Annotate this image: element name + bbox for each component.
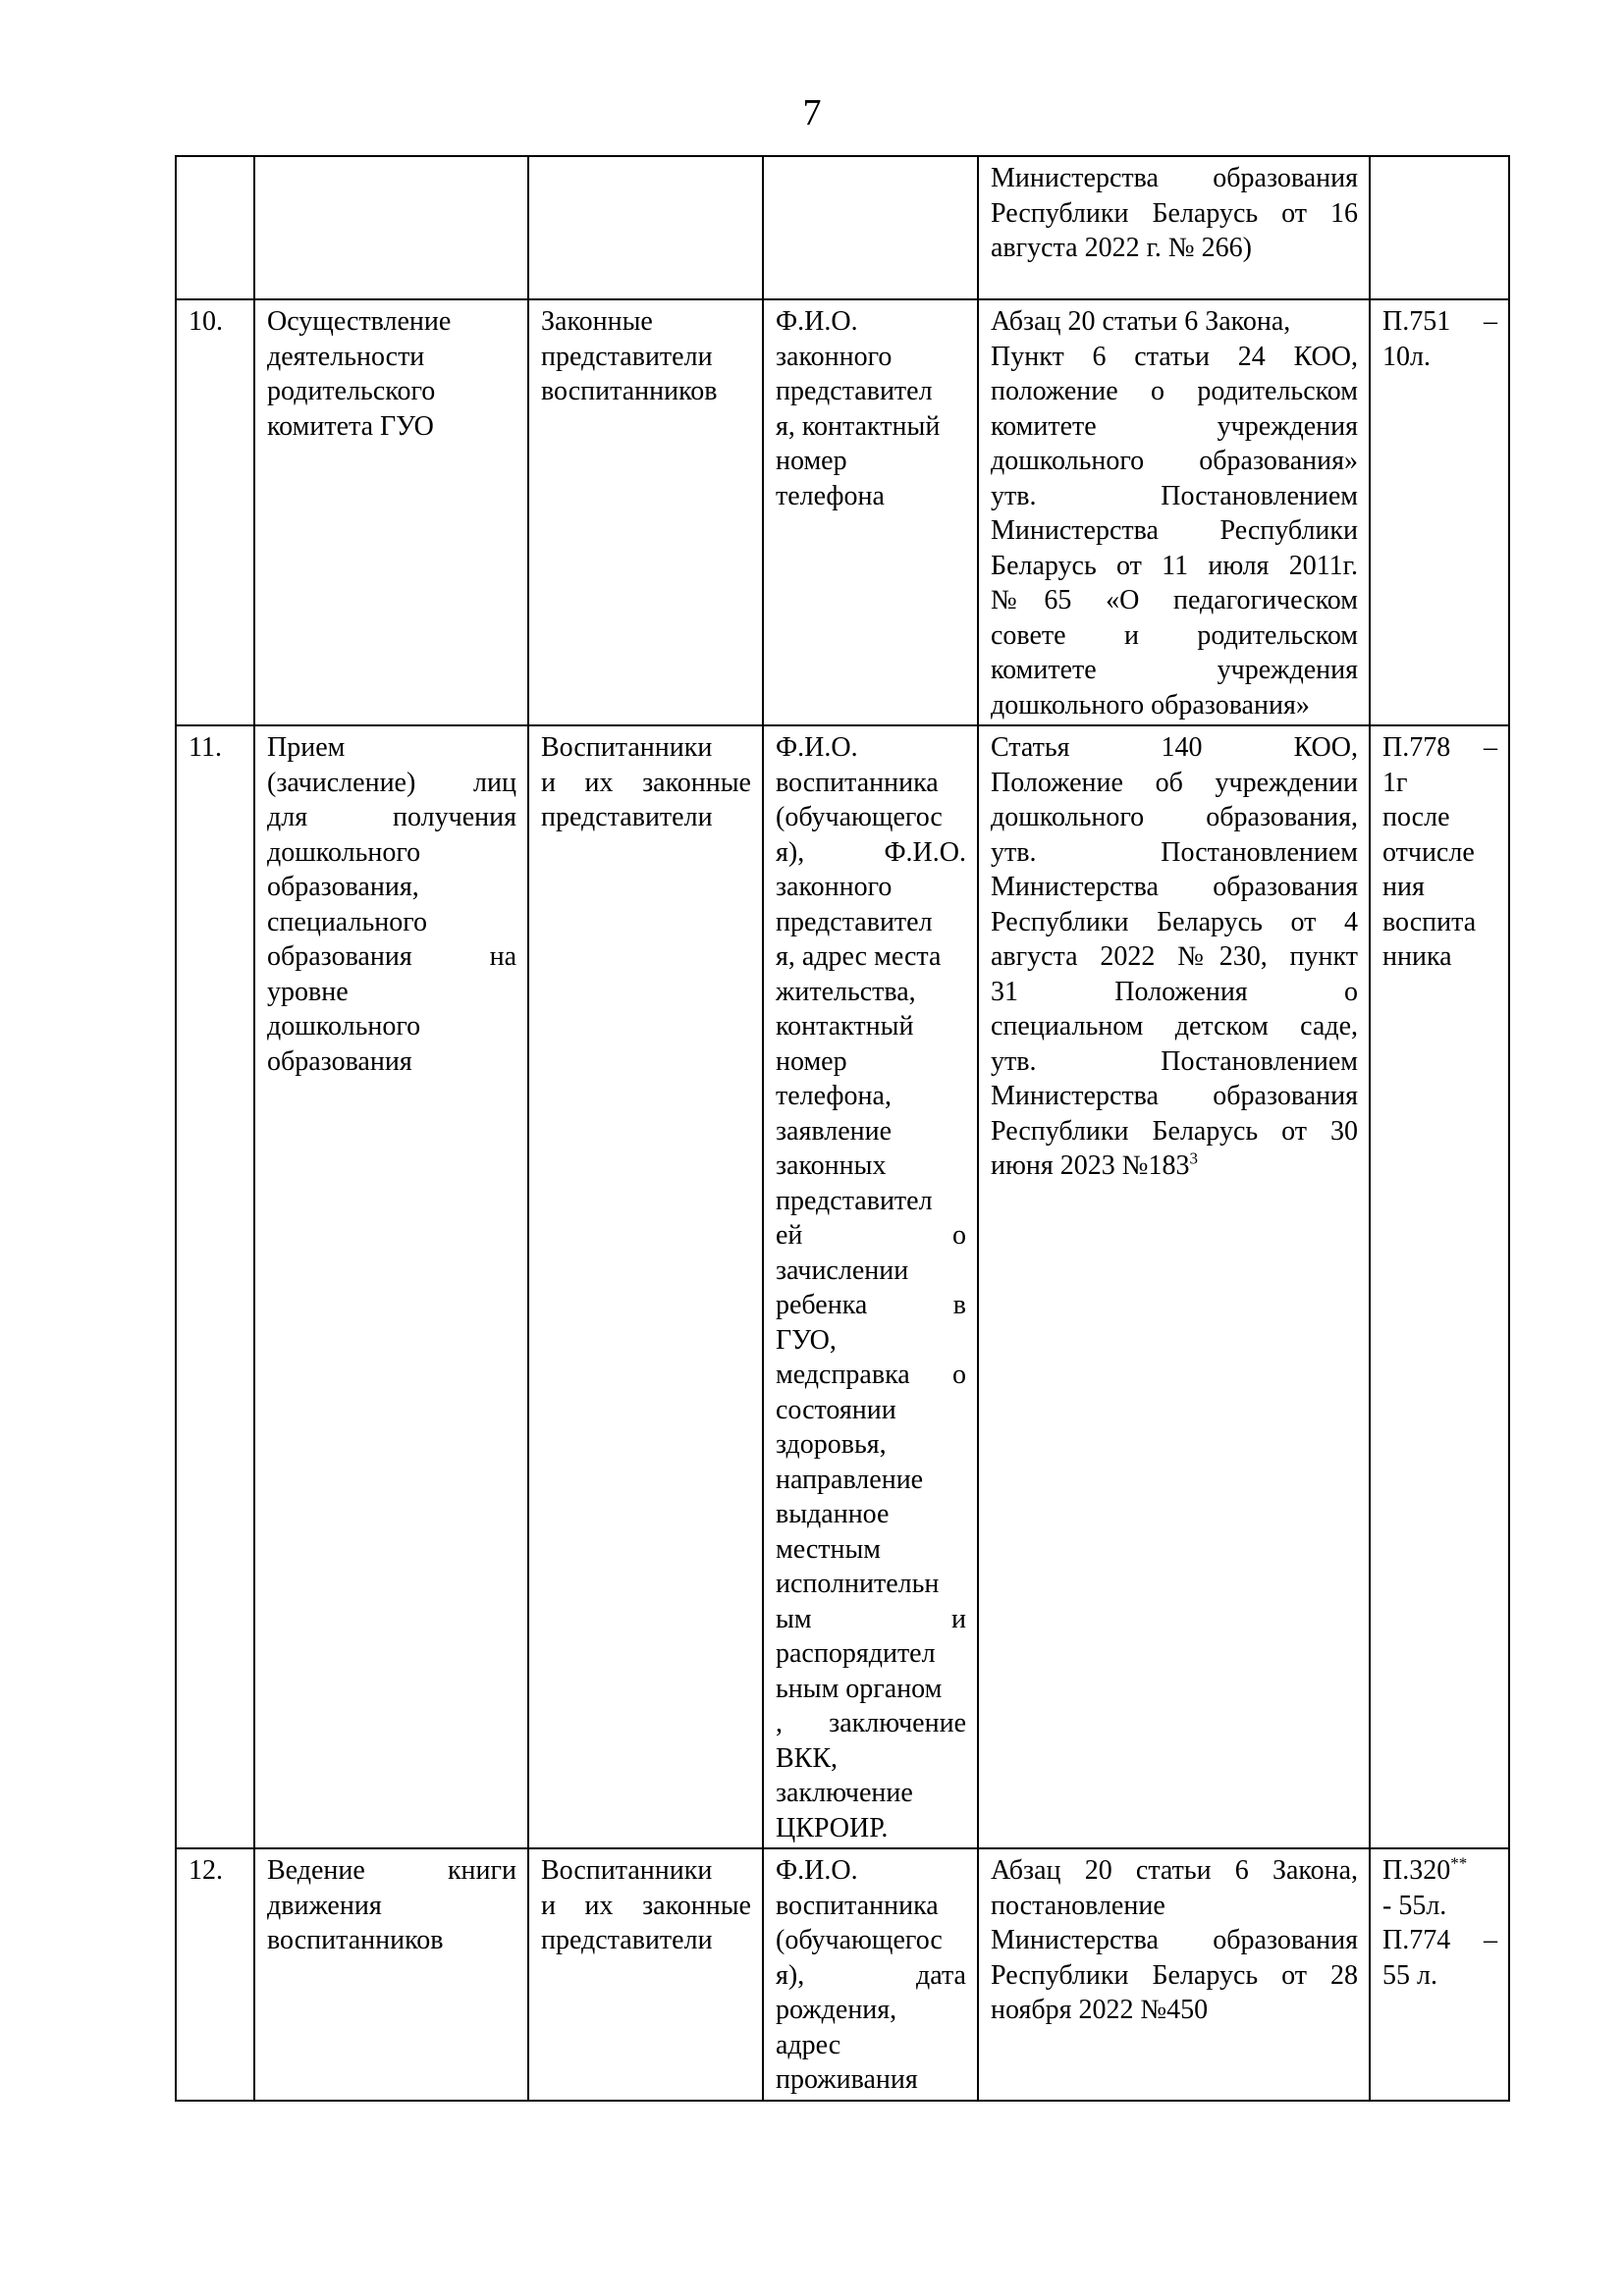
cell-line: воспитанников	[541, 376, 718, 406]
cell-line: распорядител	[776, 1638, 936, 1669]
cell-line: утв. Постановлением	[991, 1045, 1358, 1077]
cell-line: , заключение	[776, 1708, 966, 1738]
cell-line: Абзац 20 статьи 6 Закона,	[991, 1855, 1358, 1886]
legal-basis-cell	[978, 299, 1370, 725]
cell-line: Республики Беларусь от 30	[991, 1115, 1358, 1147]
cell-line: ребенка в	[776, 1290, 966, 1320]
subjects-cell	[528, 156, 763, 299]
retention-term-cell	[1370, 1848, 1509, 2101]
cell-line: законных	[776, 1150, 887, 1181]
cell-line: дошкольного образования»	[991, 689, 1310, 721]
table-row	[176, 1848, 1509, 2101]
cell-line: отчисле	[1382, 836, 1475, 868]
cell-line: ВКК,	[776, 1742, 839, 1774]
cell-line: Ведение книги	[267, 1855, 516, 1886]
data-processing-table	[175, 155, 1510, 2102]
retention-term-cell	[1370, 299, 1509, 725]
cell-line: образования,	[267, 872, 419, 902]
legal-basis-cell	[978, 156, 1370, 299]
cell-line: 1г	[1382, 767, 1408, 798]
cell-line: (зачисление) лиц	[267, 767, 516, 798]
cell-line: 10л.	[1382, 341, 1431, 372]
subjects-cell	[528, 1848, 763, 2101]
cell-line: представители	[541, 802, 713, 832]
cell-line: специального	[267, 906, 427, 937]
cell-line: представители	[541, 1925, 713, 1955]
cell-line: 55 л.	[1382, 1959, 1437, 1991]
cell-line: ьным органом	[776, 1673, 943, 1704]
cell-line: дошкольного образования,	[991, 802, 1358, 832]
activity-cell	[254, 156, 528, 299]
row-number-cell: 12.	[176, 1848, 254, 2101]
cell-line: законного	[776, 872, 893, 902]
cell-line: медсправка о	[776, 1360, 966, 1390]
personal-data-cell	[763, 156, 978, 299]
personal-data-cell	[763, 1848, 978, 2101]
cell-line: Министерства образования	[991, 163, 1358, 193]
cell-line: заключение	[776, 1778, 913, 1808]
cell-line: Республики Беларусь от 16	[991, 197, 1358, 229]
personal-data-cell	[763, 299, 978, 725]
cell-line: воспитанников	[267, 1925, 444, 1955]
cell-line: ния	[1382, 872, 1425, 902]
cell-line: Республики Беларусь от 4	[991, 906, 1358, 937]
row-number-cell: 11.	[176, 725, 254, 1848]
cell-line: образования	[267, 1045, 412, 1077]
cell-line: (обучающегос	[776, 802, 943, 832]
cell-line: адрес	[776, 2029, 841, 2060]
cell-line: июня 2023 $№183^3$	[991, 1148, 1198, 1181]
cell-line: я, адрес места	[776, 941, 942, 972]
cell-line: законного	[776, 341, 893, 372]
cell-line: воспита	[1382, 906, 1477, 937]
cell-line: дошкольного	[267, 836, 421, 868]
cell-line: августа 2022 №230, пункт	[991, 941, 1358, 972]
cell-line: для получения	[267, 802, 516, 832]
cell-line: Республики Беларусь от 28	[991, 1959, 1358, 1991]
cell-line: и их законные	[541, 767, 751, 798]
cell-line: 31 Положения о	[991, 976, 1358, 1007]
cell-line: совете и родительском	[991, 619, 1358, 651]
activity-cell	[254, 1848, 528, 2101]
cell-line: дошкольного	[267, 1011, 421, 1041]
activity-cell	[254, 725, 528, 1848]
cell-line: воспитанника	[776, 767, 939, 798]
cell-line: - 55л.	[1382, 1890, 1447, 1921]
cell-line: Статья 140 КОО,	[991, 732, 1358, 763]
cell-line: Министерства образования	[991, 872, 1358, 902]
cell-line: рождения,	[776, 1995, 897, 2025]
table-row	[176, 299, 1509, 725]
cell-line: Беларусь от 11 июля 2011г.	[991, 550, 1358, 581]
cell-line: положение о родительском	[991, 376, 1358, 406]
cell-line: образования на	[267, 941, 516, 972]
cell-line: Воспитанники	[541, 732, 713, 763]
cell-line: Ф.И.О.	[776, 306, 858, 337]
cell-line: воспитанника	[776, 1890, 939, 1921]
table-row	[176, 725, 1509, 1848]
cell-line: Воспитанники	[541, 1855, 713, 1886]
footnote-marker: 3	[1189, 1148, 1198, 1168]
cell-line: №65 «О педагогическом	[991, 585, 1358, 615]
cell-line: утв. Постановлением	[991, 480, 1358, 511]
cell-line: специальном детском саде,	[991, 1011, 1358, 1041]
cell-line: нника	[1382, 941, 1452, 972]
cell-line: я), дата	[776, 1959, 966, 1991]
footnote-marker: **	[1450, 1853, 1468, 1873]
cell-line: августа 2022 г. № 266)	[991, 233, 1252, 263]
cell-line: выданное	[776, 1499, 890, 1529]
cell-line: исполнительн	[776, 1569, 940, 1599]
cell-line: комитета ГУО	[267, 410, 434, 442]
cell-line: здоровья,	[776, 1429, 887, 1460]
cell-line: комитете учреждения	[991, 655, 1358, 685]
cell-line: представител	[776, 376, 933, 406]
activity-cell	[254, 299, 528, 725]
cell-line: ГУО,	[776, 1324, 837, 1356]
cell-line: Положение об учреждении	[991, 767, 1358, 798]
cell-line: комитете учреждения	[991, 410, 1358, 442]
cell-line: контактный	[776, 1011, 914, 1041]
cell-line: представител	[776, 1185, 933, 1216]
retention-term-cell	[1370, 725, 1509, 1848]
legal-basis-cell	[978, 725, 1370, 1848]
cell-line: движения	[267, 1890, 382, 1921]
cell-line: П.774 –	[1382, 1925, 1497, 1955]
cell-line: Осуществление	[267, 306, 452, 337]
cell-line: жительства,	[776, 976, 916, 1007]
cell-line: Министерства образования	[991, 1925, 1358, 1955]
cell-line: после	[1382, 802, 1450, 832]
cell-line: зачислении	[776, 1255, 909, 1286]
cell-line: П.751 –	[1382, 306, 1497, 337]
cell-line: состоянии	[776, 1394, 896, 1425]
cell-line: представител	[776, 906, 933, 937]
cell-line: деятельности	[267, 341, 425, 372]
cell-line: ым и	[776, 1603, 966, 1634]
cell-line: Ф.И.О.	[776, 1855, 858, 1886]
row-number-cell: 10.	[176, 299, 254, 725]
cell-line: Министерства Республики	[991, 515, 1358, 546]
cell-line: телефона,	[776, 1081, 892, 1111]
cell-line: Абзац 20 статьи 6 Закона,	[991, 306, 1291, 337]
cell-line: направление	[776, 1464, 924, 1495]
cell-line: родительского	[267, 376, 436, 406]
subjects-cell	[528, 299, 763, 725]
row-number-cell	[176, 156, 254, 299]
cell-line: постановление	[991, 1890, 1165, 1921]
cell-line: (обучающегос	[776, 1925, 943, 1955]
cell-line: Законные	[541, 306, 653, 337]
personal-data-cell	[763, 725, 978, 1848]
cell-line: телефона	[776, 480, 885, 511]
cell-line: и их законные	[541, 1890, 751, 1921]
legal-basis-cell	[978, 1848, 1370, 2101]
cell-line: уровне	[267, 976, 349, 1007]
page-number: 7	[802, 92, 822, 133]
cell-line: ЦКРОИР.	[776, 1812, 889, 1843]
cell-line: П.320**	[1382, 1853, 1468, 1886]
retention-term-cell	[1370, 156, 1509, 299]
cell-line: ноября 2022 №450	[991, 1995, 1209, 2025]
cell-line: я), Ф.И.О.	[776, 836, 966, 868]
cell-line: Министерства образования	[991, 1081, 1358, 1111]
cell-line: утв. Постановлением	[991, 836, 1358, 868]
cell-line: Пункт 6 статьи 24 КОО,	[991, 341, 1358, 372]
table-row	[176, 156, 1509, 299]
cell-line: номер	[776, 1045, 847, 1077]
cell-line: номер	[776, 446, 847, 476]
cell-line: я, контактный	[776, 410, 941, 442]
cell-line: местным	[776, 1533, 882, 1565]
cell-line: Прием	[267, 732, 346, 763]
subjects-cell	[528, 725, 763, 1848]
cell-line: П.778 –	[1382, 732, 1497, 763]
cell-line: дошкольного образования»	[991, 446, 1358, 476]
cell-line: ей о	[776, 1220, 966, 1251]
cell-line: представители	[541, 341, 713, 372]
cell-line: проживания	[776, 2064, 918, 2095]
cell-line: Ф.И.О.	[776, 732, 858, 763]
cell-line: заявление	[776, 1115, 893, 1147]
